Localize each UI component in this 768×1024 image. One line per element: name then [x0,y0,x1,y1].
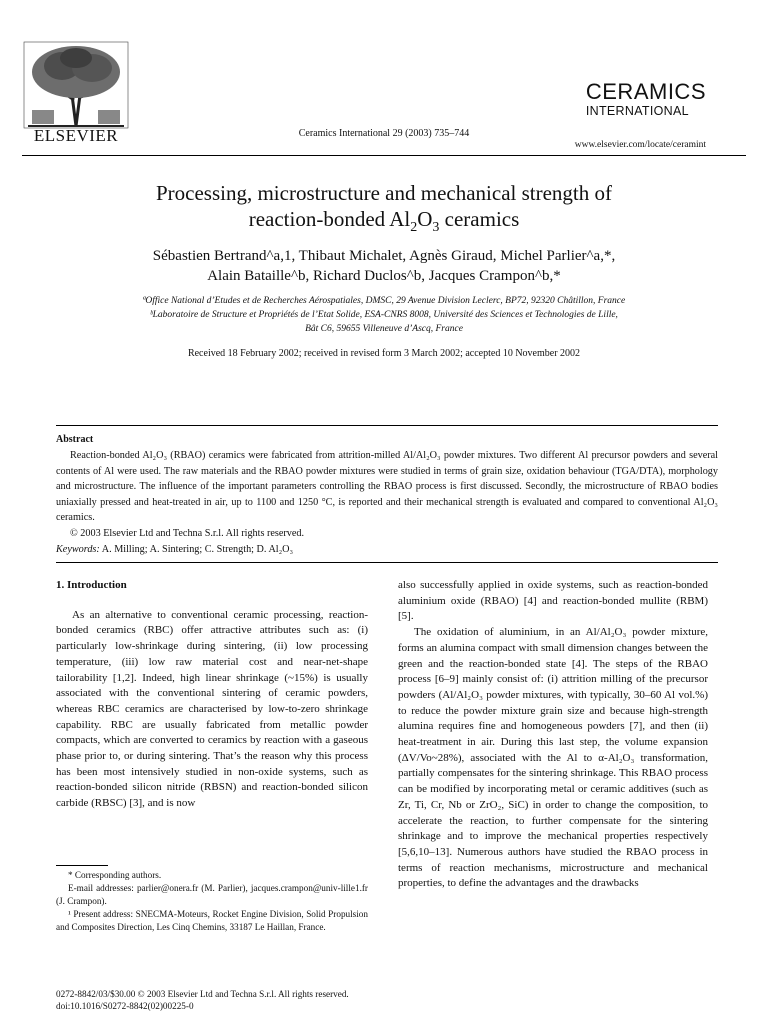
keywords [56,544,718,555]
article-title [60,180,708,241]
abstract-bottom-rule [56,562,718,563]
abstract-copyright: © 2003 Elsevier Ltd and Techna S.r.l. All rights reserved. [70,527,305,539]
abstract-top-rule [56,425,718,426]
intro-paragraph-2: The oxidation of aluminium, in an Al/Al₂O₃ powder mixture, forms an alumina compact with small dimension changes between the green and the reaction-bonded state [4]. The steps of the RBAO process [6–9] mainly consist of: (i) attrition milling of the precursor powders (Al/Al₂O₃ powder mixtures, with typically, 30–60 Al vol.%) to reduce the powder mixture grain size and because high-strength alumina requires fine and homogeneous powders [7], and then (ii) heat-treatment in air. During this last step, the volume expansion (ΔV/Vo~28%), associated with the Al to α-Al₂O₃ transformation, partially compensates for the sintering shrinkage. This RBAO process can be modified by incorporating metal or ceramic additives (such as Zr, Ti, Cr, Nb or ZrO₂, SiC) in order to change the composition, to accelerate the reaction, to further compensate for the sintering shrinkage and to improve the mechanical properties respectively [5,6,10–13]. Numerous authors have studied the RBAO process in terms of reaction mechanisms, microstructure and mechanical properties, to define the advantages and the drawbacks [398,626,708,890]
left-column [56,578,368,812]
authors-line-2: Alain Bataille^b, Richard Duclos^b, Jacques Crampon^b,* [207,268,561,284]
affiliation-a: ªOffice National d’Etudes et de Recherches Aérospatiales, DMSC, 29 Avenue Division Leclerc, BP72, 92320 Châtillon, France [142,296,626,306]
abstract-body [56,448,718,542]
section-heading-introduction: 1. Introduction [56,579,127,591]
journal-url-link[interactable]: www.elsevier.com/locate/ceramint [574,140,706,150]
publisher-name: ELSEVIER [33,126,119,145]
keywords-label: Keywords: [56,544,100,555]
title-sub: 2 [410,220,418,236]
affiliations [60,294,708,336]
issn-line: 0272-8842/03/$30.00 © 2003 Elsevier Ltd and Techna S.r.l. All rights reserved. [56,989,349,999]
title-part: O [417,207,433,231]
received-dates: Received 18 February 2002; received in revised form 3 March 2002; accepted 10 November 2002 [187,348,581,359]
journal-reference: Ceramics International 29 (2003) 735–744 [298,128,470,139]
header-divider [22,155,746,156]
abstract-text: Reaction-bonded Al₂O₃ (RBAO) ceramics were fabricated from attrition-milled Al/Al₂O₃ powder mixtures. Two different Al precursor powders and several contents of Al were used. The raw materials and the RBAO powder mixtures were studied in terms of grain size, oxidation behaviour (TGA/DTA), morphology and microstructure. The influence of the important parameters controlling the RBAO process is first discussed. Secondly, the microstructure of RBAO bodies uniaxially pressed and heat-treated in air, up to 1100 and 1250 °C, is reported and their mechanical strength is evaluated and compared to conventional Al₂O₃ ceramics. [56,450,718,524]
affiliation-b-1: ᵇLaboratoire de Structure et Propriétés de l’Etat Solide, ESA-CNRS 8008, Université des Sciences et Technologies de Lille, [150,310,618,320]
title-sub: 3 [432,220,440,236]
keywords-list: A. Milling; A. Sintering; C. Strength; D. Al₂O₃ [99,544,294,555]
authors-line-1: Sébastien Bertrand^a,1, Thibaut Michalet, Agnès Giraud, Michel Parlier^a,*, [152,248,616,264]
title-part: reaction-bonded Al [248,207,411,231]
footnote-present-address: ¹ Present address: SNECMA-Moteurs, Rocket Engine Division, Solid Propulsion and Composites Direction, Les Cinq Chemins, 33187 Le Haillan, France. [56,909,368,932]
author-list [60,246,708,286]
brand-line-2: INTERNATIONAL [585,104,689,118]
doi-line: doi:10.1016/S0272-8842(02)00225-0 [56,1001,194,1011]
affiliation-b-2: Bât C6, 59655 Villeneuve d’Ascq, France [305,324,463,334]
elsevier-tree-logo [22,40,130,130]
footnotes [56,869,368,934]
abstract-heading: Abstract [56,434,94,445]
title-line-2 [60,206,708,241]
title-line-1: Processing, microstructure and mechanical strength of [155,181,613,205]
journal-brand [586,80,706,118]
footnote-corresponding: * Corresponding authors. [68,870,162,880]
right-column [398,578,708,892]
intro-paragraph-1-continued: also successfully applied in oxide systems, such as reaction-bonded aluminium oxide (RBAO) [4] and reaction-bonded mullite (RBM) [5]. [398,579,708,623]
brand-line-1: CERAMICS [585,79,706,104]
footnote-email: E-mail addresses: parlier@onera.fr (M. Parlier), jacques.crampon@univ-lille1.fr (J. Crampon). [56,883,368,906]
issn-footer [56,988,349,1012]
footnote-rule [56,865,108,866]
intro-paragraph-1: As an alternative to conventional ceramic processing, reaction-bonded ceramics (RBC) offer attractive attributes such as: (i) particularly low-shrinkage during sintering, (ii) low processing temperature, (iii) low raw material cost and near-net-shape tailorability [1,2]. Indeed, high linear shrinkage (~15%) is usually associated with the conventional sintering of ceramic powders, whereas RBC ceramics are characterised by low-to-zero shrinkage capability. RBC are usually fabricated from metallic powder compacts, which are converted to ceramics by reaction with a gaseous phase prior to, or during sintering. That’s the reason why this process has been most intensively studied in non-oxide systems, such as reaction-bonded silicon nitride (RBSN) and reaction-bonded silicon carbide (RBSC) [3], and is now [56,608,368,810]
title-part: ceramics [439,207,520,231]
